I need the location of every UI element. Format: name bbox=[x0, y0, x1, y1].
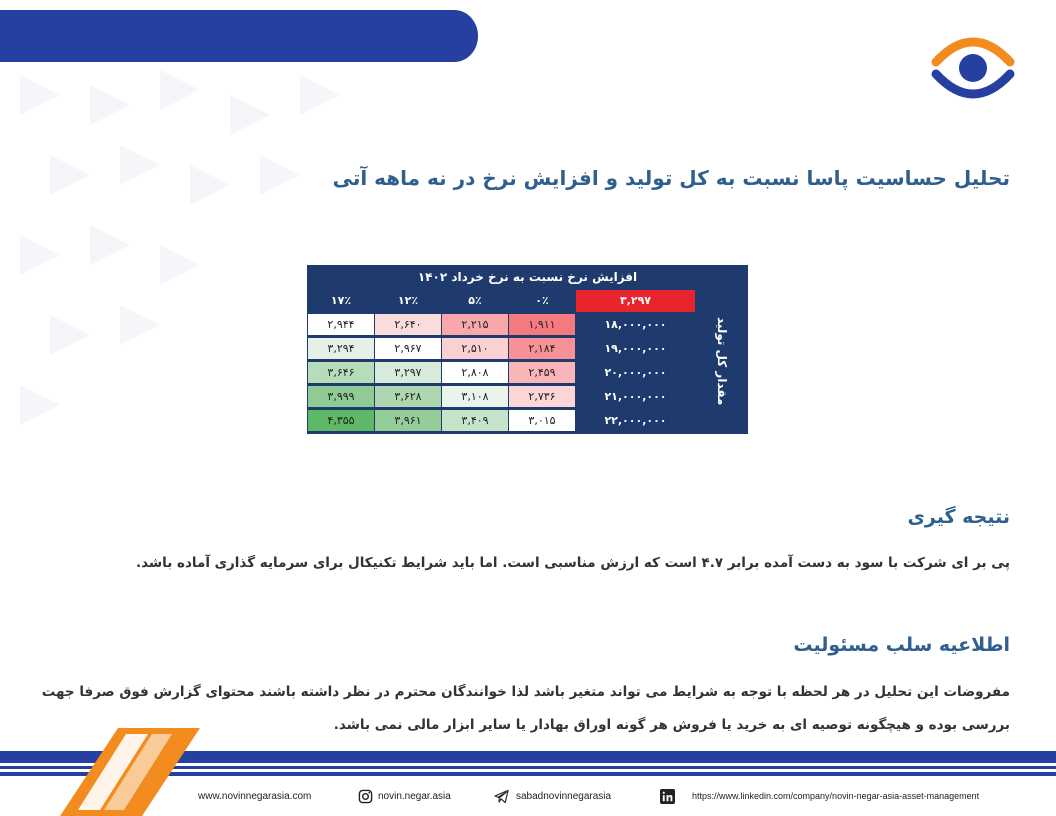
footer-linkedin-link[interactable]: https://www.linkedin.com/company/novin-negar-asia-asset-management bbox=[692, 791, 980, 801]
footer-website-link[interactable]: www.novinnegarasia.com bbox=[198, 791, 312, 802]
footer-orange-accent bbox=[60, 728, 200, 816]
table-cell: ۲,۸۰۸ bbox=[442, 362, 508, 383]
table-cell: ۲,۹۴۴ bbox=[308, 314, 374, 335]
table-cell: ۴,۳۵۵ bbox=[308, 410, 374, 431]
table-row-label: ۱۹,۰۰۰,۰۰۰ bbox=[576, 338, 695, 359]
table-side-label-cell bbox=[696, 289, 748, 434]
page-title: تحلیل حساسیت پاسا نسبت به کل تولید و افزایش نرخ در نه ماهه آتی bbox=[332, 166, 1010, 190]
table-row-label: ۱۸,۰۰۰,۰۰۰ bbox=[576, 314, 695, 335]
table-cell: ۳,۹۹۹ bbox=[308, 386, 374, 407]
conclusion-heading: نتیجه گیری bbox=[907, 506, 1010, 528]
table-cell: ۲,۱۸۴ bbox=[509, 338, 575, 359]
conclusion-text: پی بر ای شرکت با سود به دست آمده برابر ۴.۷ است که ارزش مناسبی است. اما باید شرایط تکنیکال برای سرمایه گذاری آماده باشد. bbox=[135, 555, 1010, 571]
table-column-header: ۱۷٪ bbox=[330, 294, 352, 307]
table-cell: ۲,۷۳۶ bbox=[509, 386, 575, 407]
table-cell: ۱,۹۱۱ bbox=[509, 314, 575, 335]
disclaimer-line-2: بررسی بوده و هیچگونه توصیه ای به خرید یا فروش هر گونه اوراق بهادار یا سایر ابزار مالی نمی باشد. bbox=[333, 717, 1010, 733]
footer-instagram-link[interactable]: novin.negar.asia bbox=[378, 791, 451, 802]
table-cell: ۳,۹۶۱ bbox=[375, 410, 441, 431]
logo-eye-icon bbox=[928, 28, 1018, 108]
table-cell: ۳,۱۰۸ bbox=[442, 386, 508, 407]
table-header: افزایش نرخ نسبت به نرخ خرداد ۱۴۰۲ bbox=[417, 270, 638, 284]
table-corner-value: ۳,۲۹۷ bbox=[576, 290, 695, 312]
table-side-label: مقدار کل تولید bbox=[715, 317, 729, 406]
disclaimer-heading: اطلاعیه سلب مسئولیت bbox=[793, 634, 1010, 656]
table-cell: ۳,۲۹۴ bbox=[308, 338, 374, 359]
table-column-header: ۱۲٪ bbox=[397, 294, 419, 307]
telegram-icon bbox=[494, 789, 509, 804]
table-cell: ۲,۶۴۰ bbox=[375, 314, 441, 335]
linkedin-icon bbox=[660, 789, 675, 804]
table-column-header: ۰٪ bbox=[535, 294, 549, 307]
table-cell: ۳,۶۴۶ bbox=[308, 362, 374, 383]
table-cell: ۳,۲۹۷ bbox=[375, 362, 441, 383]
table-row-label: ۲۰,۰۰۰,۰۰۰ bbox=[576, 362, 695, 383]
table-row-label: ۲۱,۰۰۰,۰۰۰ bbox=[576, 386, 695, 407]
table-cell: ۲,۹۶۷ bbox=[375, 338, 441, 359]
top-banner bbox=[0, 10, 478, 62]
table-cell: ۲,۵۱۰ bbox=[442, 338, 508, 359]
table-cell: ۲,۲۱۵ bbox=[442, 314, 508, 335]
disclaimer-line-1: مفروضات این تحلیل در هر لحظه با توجه به شرایط می تواند متغیر باشد لذا خوانندگان محترم در نظر داشته باشند محتوای گزارش فوق صرفا جهت bbox=[41, 684, 1010, 700]
table-row-label: ۲۲,۰۰۰,۰۰۰ bbox=[576, 410, 695, 431]
table-cell: ۲,۴۵۹ bbox=[509, 362, 575, 383]
table-cell: ۳,۴۰۹ bbox=[442, 410, 508, 431]
table-cell: ۳,۰۱۵ bbox=[509, 410, 575, 431]
table-cell: ۳,۶۲۸ bbox=[375, 386, 441, 407]
instagram-icon bbox=[358, 789, 373, 804]
footer-telegram-link[interactable]: sabadnovinnegarasia bbox=[516, 791, 612, 802]
table-column-header: ۵٪ bbox=[468, 294, 482, 307]
